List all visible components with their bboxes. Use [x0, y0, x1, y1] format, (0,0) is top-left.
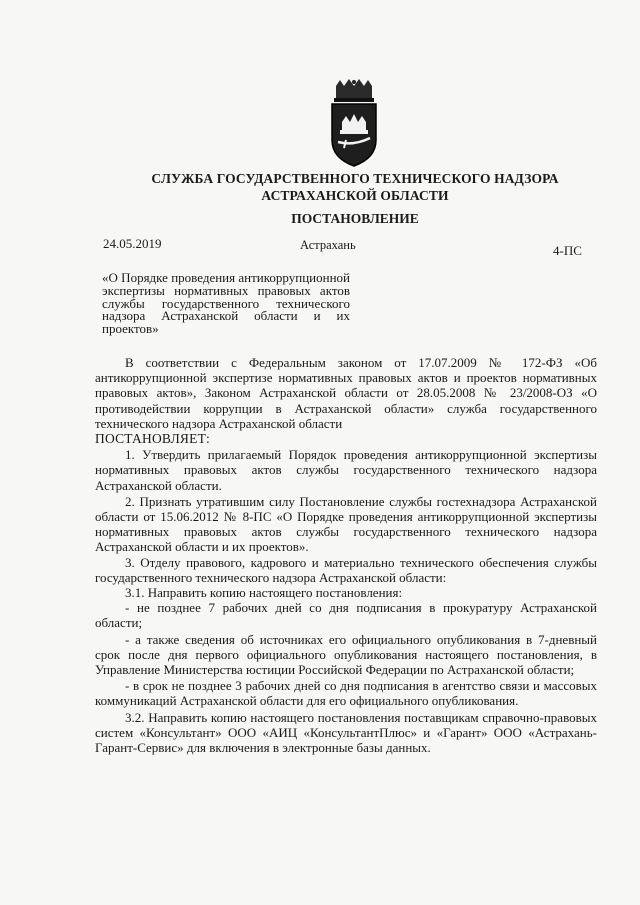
item-3-1-paragraph: 3.1. Направить копию настоящего постановления:	[125, 585, 403, 601]
document-body	[95, 355, 597, 755]
item-2-paragraph: 2. Признать утратившим силу Постановление службы гостехнадзора Астраханской области от 15.06.2012 № 8-ПС «О Порядке проведения антикоррупционной экспертизы нормативных правовых актов службы государственного технического надзора Астраханской области и их проектов».	[95, 493, 597, 555]
document-subject: «О Порядке проведения антикоррупционной экспертизы нормативных правовых актов службы государственного технического надзора Астраханской области и их проектов»	[102, 270, 350, 337]
preamble-paragraph: В соответствии с Федеральным законом от 17.07.2009 № 172-ФЗ «Об антикоррупционной экспертизе нормативных правовых актов и проектов нормативных правовых актов», Законом Астраханской области от 28.05.2008 № 23/2008-ОЗ «О противодействии коррупции в Астраханской области» служба государственного технического надзора Астраханской области	[95, 355, 597, 431]
bullet-1-paragraph: - не позднее 7 рабочих дней со дня подписания в прокуратуру Астраханской области;	[95, 600, 597, 631]
decree-word: ПОСТАНОВЛЯЕТ:	[95, 431, 210, 447]
document-number: 4-ПС	[553, 243, 582, 258]
item-3-paragraph: 3. Отделу правового, кадрового и материально технического обеспечения службы государственного технического надзора Астраханской области:	[95, 554, 597, 585]
astrakhan-coat-of-arms-icon	[326, 78, 382, 170]
org-title-line1: СЛУЖБА ГОСУДАРСТВЕННОГО ТЕХНИЧЕСКОГО НАДЗОРА	[151, 171, 559, 186]
item-3-2-paragraph: 3.2. Направить копию настоящего постановления поставщикам справочно-правовых систем «Консультант» ООО «АИЦ «КонсультантПлюс» и «Гарант» ООО «Астрахань-Гарант-Сервис» для включения в электронные базы данных.	[95, 709, 597, 756]
organization-title	[120, 170, 590, 204]
item-1-paragraph: 1. Утвердить прилагаемый Порядок проведения антикоррупционной экспертизы нормативных правовых актов службы государственного технического надзора Астраханской области.	[95, 447, 597, 493]
org-title-line2: АСТРАХАНСКОЙ ОБЛАСТИ	[261, 188, 449, 203]
document-type: ПОСТАНОВЛЕНИЕ	[291, 211, 419, 226]
document-city: Астрахань	[300, 238, 356, 252]
bullet-2-paragraph: - а также сведения об источниках его официального опубликования в 7-дневный срок после дня первого официального опубликования настоящего постановления, в Управление Министерства юстиции Российской Федерации по Астраханской области;	[95, 631, 597, 678]
document-date: 24.05.2019	[103, 236, 162, 251]
bullet-3-paragraph: - в срок не позднее 3 рабочих дней со дня подписания в агентство связи и массовых коммуникаций Астраханской области для его официального опубликования.	[95, 678, 597, 709]
